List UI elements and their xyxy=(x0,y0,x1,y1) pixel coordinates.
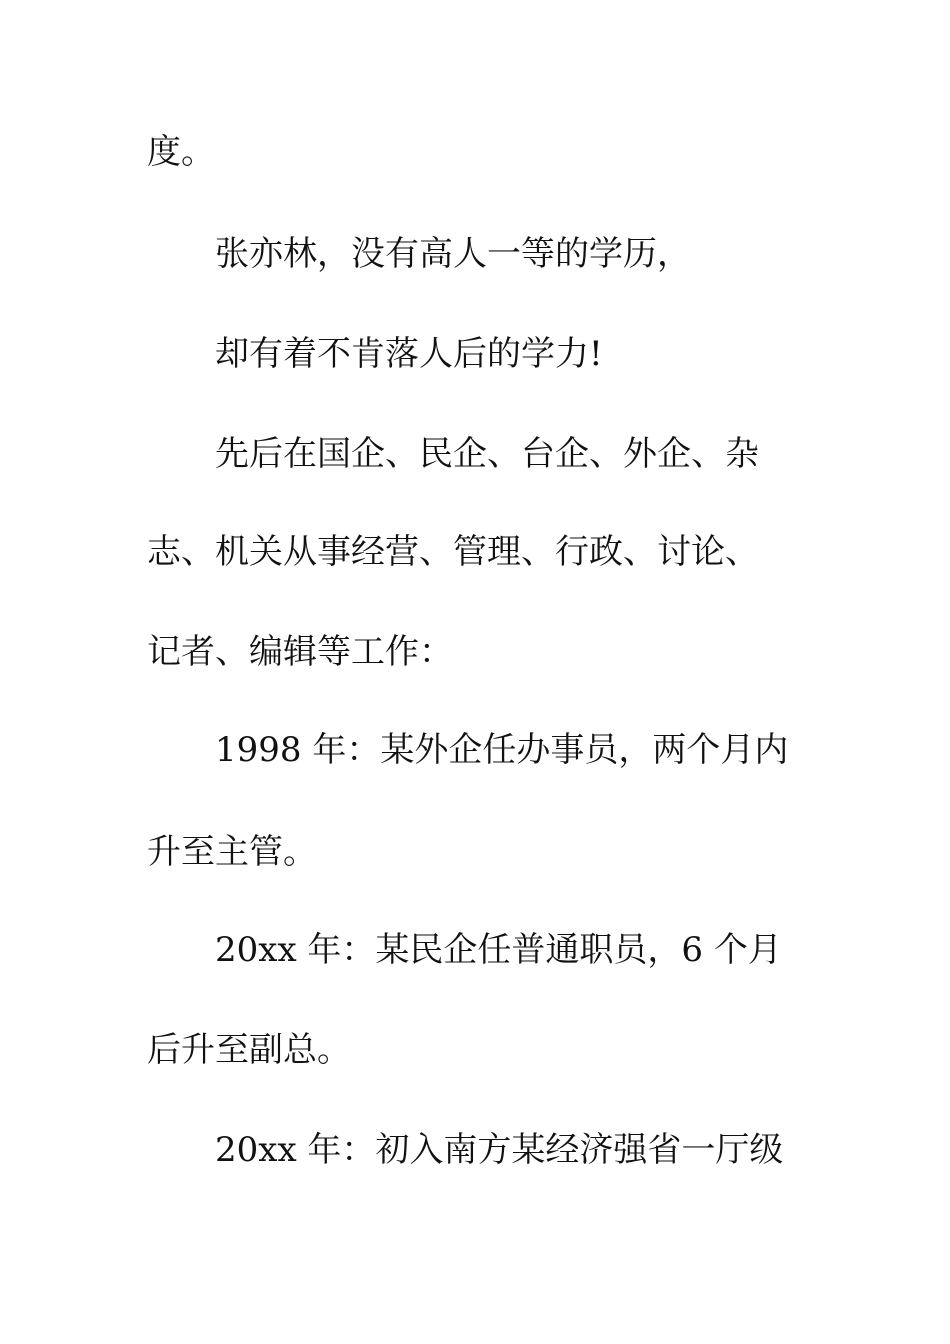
text-line-1: 度。 xyxy=(147,132,215,172)
text-line-8: 升至主管。 xyxy=(147,832,317,872)
text-line-4: 先后在国企、民企、台企、外企、杂 xyxy=(215,434,759,474)
text-line-6: 记者、编辑等工作： xyxy=(147,632,453,672)
text-line-9: 20xx 年：某民企任普通职员，6 个月 xyxy=(215,930,782,970)
text-line-7: 1998 年：某外企任办事员，两个月内 xyxy=(215,730,789,770)
text-line-3: 却有着不肯落人后的学力! xyxy=(215,334,603,374)
text-line-10: 后升至副总。 xyxy=(147,1030,351,1070)
text-line-2: 张亦林，没有高人一等的学历， xyxy=(215,234,691,274)
text-line-5: 志、机关从事经营、管理、行政、讨论、 xyxy=(147,532,759,572)
text-line-11: 20xx 年：初入南方某经济强省一厅级 xyxy=(215,1130,784,1170)
